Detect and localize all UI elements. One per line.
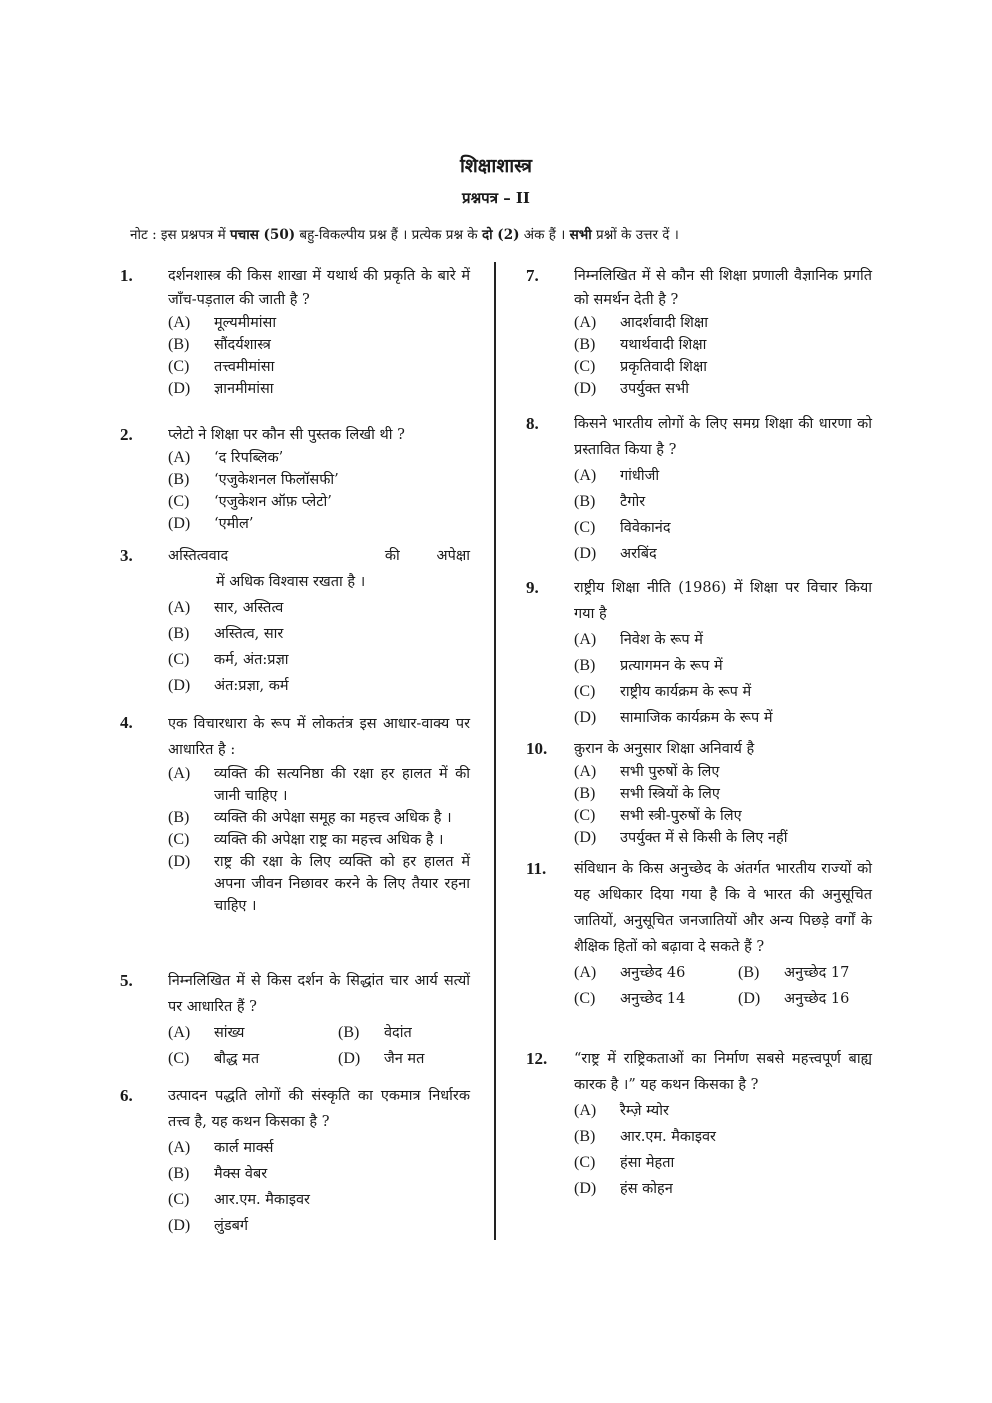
- question-number: 6.: [120, 1086, 133, 1105]
- question-7: [526, 264, 872, 400]
- option-text: सामाजिक कार्यक्रम के रूप में: [620, 710, 773, 726]
- option-c[interactable]: [574, 356, 872, 378]
- option-text: टैगोर: [620, 494, 646, 510]
- option-label: (C): [574, 358, 596, 375]
- option-c[interactable]: [574, 515, 872, 541]
- option-text: सौंदर्यशास्त्र: [214, 337, 271, 353]
- option-label: (B): [168, 471, 190, 488]
- question-10: [526, 737, 872, 849]
- option-text: ज्ञानमीमांसा: [214, 381, 274, 397]
- option-b[interactable]: [574, 334, 872, 356]
- question-number: 3.: [120, 546, 133, 565]
- option-text: आदर्शवादी शिक्षा: [620, 315, 709, 331]
- question-text-part: की: [384, 548, 400, 564]
- option-c[interactable]: [574, 986, 738, 1012]
- option-label: (B): [738, 964, 760, 981]
- option-label: (C): [168, 651, 190, 668]
- option-text: सार, अस्तित्व: [214, 600, 284, 616]
- option-text: उपर्युक्त सभी: [620, 381, 689, 397]
- option-grid: [574, 960, 872, 1012]
- option-label: (A): [168, 599, 191, 616]
- option-label: (A): [574, 964, 597, 981]
- option-text: ‘एजुकेशन ऑफ़ प्लेटो’: [214, 494, 332, 510]
- option-c[interactable]: [168, 1046, 338, 1072]
- note-mid2: अंक हैं ।: [519, 227, 570, 243]
- option-label: (B): [338, 1024, 360, 1041]
- option-b[interactable]: [168, 469, 470, 491]
- option-label: (C): [574, 990, 596, 1007]
- question-text: दर्शनशास्त्र की किस शाखा में यथार्थ की प्रकृति के बारे में जाँच-पड़ताल की जाती है ?: [168, 268, 470, 308]
- option-text: मूल्यमीमांसा: [214, 315, 277, 331]
- option-d[interactable]: [738, 986, 878, 1012]
- option-text: आर.एम. मैकाइवर: [620, 1129, 716, 1145]
- question-text-part: अपेक्षा: [436, 548, 470, 564]
- option-a[interactable]: [168, 763, 470, 807]
- option-label: (D): [168, 1217, 191, 1234]
- option-text: व्यक्ति की सत्यनिष्ठा की रक्षा हर हालत में की जानी चाहिए ।: [214, 766, 470, 804]
- option-a[interactable]: [574, 960, 738, 986]
- option-text: अनुच्छेद 14: [620, 991, 686, 1007]
- option-a[interactable]: [168, 1135, 470, 1161]
- option-grid: [168, 1020, 470, 1072]
- option-label: (A): [168, 1139, 191, 1156]
- option-label: (B): [574, 336, 596, 353]
- option-b[interactable]: [574, 783, 872, 805]
- option-label: (C): [168, 1191, 190, 1208]
- option-c[interactable]: [168, 491, 470, 513]
- option-a[interactable]: [574, 627, 872, 653]
- option-a[interactable]: [574, 312, 872, 334]
- option-c[interactable]: [168, 829, 470, 851]
- option-label: (A): [168, 449, 191, 466]
- option-a[interactable]: [574, 463, 872, 489]
- option-c[interactable]: [168, 356, 470, 378]
- option-text: आर.एम. मैकाइवर: [214, 1192, 310, 1208]
- question-number: 9.: [526, 578, 539, 597]
- option-label: (C): [168, 1050, 190, 1067]
- option-d[interactable]: [168, 851, 470, 917]
- option-label: (D): [168, 380, 191, 397]
- option-text: अनुच्छेद 46: [620, 965, 686, 981]
- option-text: विवेकानंद: [620, 520, 671, 536]
- question-6: [120, 1083, 470, 1239]
- option-label: (A): [574, 314, 597, 331]
- question-text: राष्ट्रीय शिक्षा नीति (1986) में शिक्षा पर विचार किया गया है: [574, 580, 872, 622]
- question-11: [526, 856, 872, 1012]
- question-number: 7.: [526, 266, 539, 285]
- option-text: यथार्थवादी शिक्षा: [620, 337, 707, 353]
- option-label: (C): [574, 683, 596, 700]
- question-text: निम्नलिखित में से कौन सी शिक्षा प्रणाली वैज्ञानिक प्रगति को समर्थन देती है ?: [574, 268, 872, 308]
- page-title: शिक्षाशास्त्र: [459, 155, 533, 177]
- question-text: उत्पादन पद्धति लोगों की संस्कृति का एकमात्र निर्धारक तत्त्व है, यह कथन किसका है ?: [168, 1088, 470, 1130]
- option-a[interactable]: [168, 1020, 338, 1046]
- option-b[interactable]: [738, 960, 878, 986]
- question-text: [168, 543, 470, 569]
- option-label: (D): [574, 1180, 597, 1197]
- option-label: (B): [574, 1128, 596, 1145]
- question-4: [120, 711, 470, 917]
- option-d[interactable]: [338, 1046, 478, 1072]
- column-divider: [494, 262, 496, 1240]
- option-a[interactable]: [168, 595, 470, 621]
- option-a[interactable]: [168, 447, 470, 469]
- question-1: [120, 264, 470, 400]
- option-label: (D): [168, 677, 191, 694]
- note-tail: प्रश्नों के उत्तर दें ।: [591, 227, 679, 243]
- option-c[interactable]: [168, 1187, 470, 1213]
- question-text: क़ुरान के अनुसार शिक्षा अनिवार्य है: [574, 741, 755, 757]
- option-label: (A): [168, 765, 191, 782]
- option-text: राष्ट्र की रक्षा के लिए व्यक्ति को हर हालत में अपना जीवन निछावर करने के लिए तैयार रहना चाहिए ।: [214, 854, 470, 914]
- question-number: 11.: [526, 859, 547, 878]
- option-text: जैन मत: [384, 1051, 425, 1067]
- instructions-note: [130, 225, 870, 243]
- note-lead: नोट : इस प्रश्नपत्र में: [130, 227, 230, 243]
- option-text: तत्त्वमीमांसा: [214, 359, 275, 375]
- question-text: प्लेटो ने शिक्षा पर कौन सी पुस्तक लिखी थी ?: [168, 427, 405, 443]
- option-label: (B): [168, 1165, 190, 1182]
- option-b[interactable]: [168, 334, 470, 356]
- option-text: उपर्युक्त में से किसी के लिए नहीं: [620, 830, 788, 846]
- option-label: (D): [738, 990, 761, 1007]
- option-label: (D): [574, 380, 597, 397]
- option-text: अनुच्छेद 17: [784, 965, 850, 981]
- note-count: पचास (50): [229, 227, 296, 243]
- note-mid: बहु-विकल्पीय प्रश्न हैं । प्रत्येक प्रश्न के: [295, 227, 482, 243]
- option-b[interactable]: [168, 1161, 470, 1187]
- question-text-part: अस्तित्ववाद: [168, 548, 229, 564]
- option-text: कार्ल मार्क्स: [214, 1140, 274, 1156]
- option-a[interactable]: [168, 312, 470, 334]
- option-label: (B): [168, 625, 190, 642]
- question-text: किसने भारतीय लोगों के लिए समग्र शिक्षा की धारणा को प्रस्तावित किया है ?: [574, 416, 872, 458]
- option-text: लुंडबर्ग: [214, 1218, 249, 1234]
- option-c[interactable]: [168, 647, 470, 673]
- option-a[interactable]: [574, 1098, 872, 1124]
- option-b[interactable]: [574, 653, 872, 679]
- option-d[interactable]: [168, 1213, 470, 1239]
- question-text: “राष्ट्र में राष्ट्रिकताओं का निर्माण सबसे महत्त्वपूर्ण बाह्य कारक है ।” यह कथन किसका है ?: [574, 1051, 872, 1093]
- option-c[interactable]: [574, 805, 872, 827]
- option-text: अंत:प्रज्ञा, कर्म: [214, 678, 289, 694]
- option-d[interactable]: [574, 705, 872, 731]
- option-d[interactable]: [168, 378, 470, 400]
- option-text: अस्तित्व, सार: [214, 626, 284, 642]
- option-text: प्रत्यागमन के रूप में: [620, 658, 723, 674]
- question-5: [120, 968, 470, 1072]
- option-label: (A): [168, 314, 191, 331]
- option-text: ‘एमील’: [214, 516, 254, 532]
- option-text: सभी स्त्री-पुरुषों के लिए: [620, 808, 742, 824]
- note-marks: दो (2): [481, 227, 520, 243]
- option-text: हंस कोहन: [620, 1181, 673, 1197]
- option-text: राष्ट्रीय कार्यक्रम के रूप में: [620, 684, 752, 700]
- option-d[interactable]: [574, 378, 872, 400]
- option-text: सभी स्त्रियों के लिए: [620, 786, 720, 802]
- option-c[interactable]: [574, 1150, 872, 1176]
- question-8: [526, 411, 872, 567]
- question-text: एक विचारधारा के रूप में लोकतंत्र इस आधार-वाक्य पर आधारित है :: [168, 716, 470, 758]
- option-label: (C): [168, 493, 190, 510]
- question-number: 2.: [120, 425, 133, 444]
- question-number: 10.: [526, 739, 548, 758]
- option-label: (D): [574, 545, 597, 562]
- question-number: 5.: [120, 971, 133, 990]
- question-text-continued: में अधिक विश्वास रखता है ।: [216, 574, 366, 590]
- question-3: [120, 543, 470, 699]
- option-text: अरबिंद: [620, 546, 657, 562]
- option-text: कर्म, अंत:प्रज्ञा: [214, 652, 289, 668]
- option-text: व्यक्ति की अपेक्षा राष्ट्र का महत्त्व अधिक है ।: [214, 832, 444, 848]
- option-label: (C): [168, 831, 190, 848]
- option-a[interactable]: [574, 761, 872, 783]
- option-label: (D): [574, 709, 597, 726]
- option-label: (A): [574, 763, 597, 780]
- option-text: सभी पुरुषों के लिए: [620, 764, 720, 780]
- option-label: (D): [168, 853, 191, 870]
- option-c[interactable]: [574, 679, 872, 705]
- option-text: प्रकृतिवादी शिक्षा: [620, 359, 708, 375]
- option-label: (B): [574, 493, 596, 510]
- option-label: (C): [168, 358, 190, 375]
- option-label: (A): [168, 1024, 191, 1041]
- option-text: सांख्य: [214, 1025, 245, 1041]
- option-b[interactable]: [168, 807, 470, 829]
- option-text: वेदांत: [384, 1025, 412, 1041]
- paper-number: प्रश्नपत्र – II: [462, 189, 530, 207]
- option-b[interactable]: [168, 621, 470, 647]
- option-label: (A): [574, 631, 597, 648]
- question-9: [526, 575, 872, 731]
- note-all: सभी: [569, 227, 592, 243]
- option-label: (D): [338, 1050, 361, 1067]
- option-d[interactable]: [168, 513, 470, 535]
- option-label: (A): [574, 467, 597, 484]
- option-text: ‘द रिपब्लिक’: [214, 450, 284, 466]
- option-label: (C): [574, 519, 596, 536]
- question-number: 1.: [120, 266, 133, 285]
- question-number: 4.: [120, 713, 133, 732]
- option-label: (C): [574, 807, 596, 824]
- option-label: (D): [574, 829, 597, 846]
- option-b[interactable]: [574, 1124, 872, 1150]
- option-d[interactable]: [574, 827, 872, 849]
- option-label: (B): [574, 785, 596, 802]
- question-number: 12.: [526, 1049, 548, 1068]
- option-label: (D): [168, 515, 191, 532]
- option-label: (B): [168, 336, 190, 353]
- option-text: हंसा मेहता: [620, 1155, 675, 1171]
- question-text: निम्नलिखित में से किस दर्शन के सिद्धांत चार आर्य सत्यों पर आधारित हैं ?: [168, 973, 470, 1015]
- option-text: निवेश के रूप में: [620, 632, 703, 648]
- option-d[interactable]: [574, 1176, 872, 1202]
- option-text: मैक्स वेबर: [214, 1166, 268, 1182]
- option-label: (A): [574, 1102, 597, 1119]
- question-2: [120, 423, 470, 535]
- option-b[interactable]: [338, 1020, 478, 1046]
- option-label: (C): [574, 1154, 596, 1171]
- option-text: व्यक्ति की अपेक्षा समूह का महत्त्व अधिक है ।: [214, 810, 452, 826]
- question-number: 8.: [526, 414, 539, 433]
- option-text: अनुच्छेद 16: [784, 991, 850, 1007]
- question-text: संविधान के किस अनुच्छेद के अंतर्गत भारतीय राज्यों को यह अधिकार दिया गया है कि वे भारत की अनुसूचित जातियों, अनुसूचित जनजातियों और अन्य पिछड़े वर्गों के शैक्षिक हितों को बढ़ावा दे सकते हैं ?: [574, 861, 872, 955]
- option-label: (B): [168, 809, 190, 826]
- question-12: [526, 1046, 872, 1202]
- option-text: बौद्ध मत: [214, 1051, 260, 1067]
- option-text: ‘एजुकेशनल फिलॉसफी’: [214, 472, 339, 488]
- option-d[interactable]: [168, 673, 470, 699]
- option-text: रैम्ज़े म्योर: [620, 1103, 669, 1119]
- option-d[interactable]: [574, 541, 872, 567]
- option-label: (B): [574, 657, 596, 674]
- option-text: गांधीजी: [620, 468, 660, 484]
- option-b[interactable]: [574, 489, 872, 515]
